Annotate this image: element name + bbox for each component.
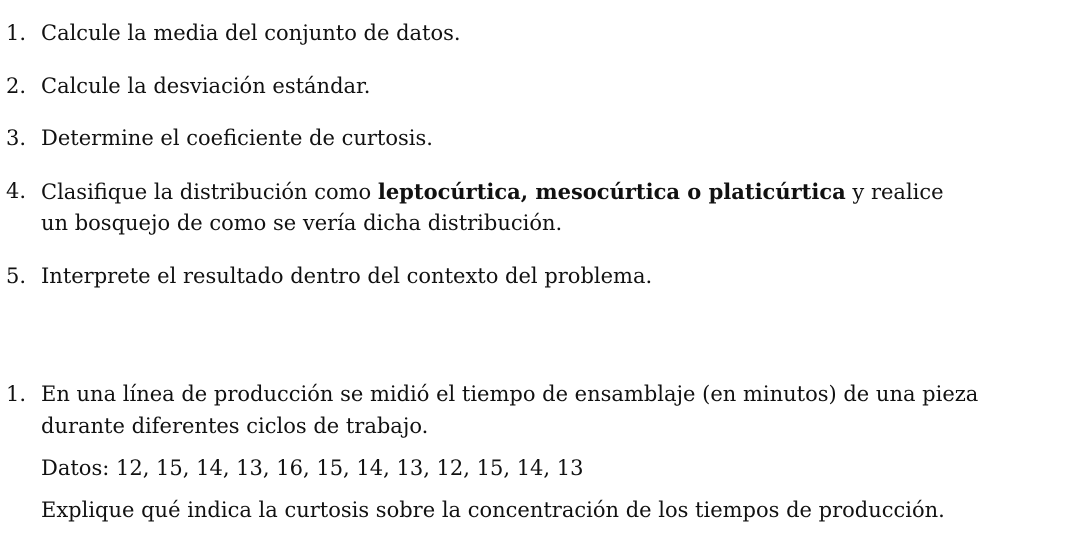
problem-statement-line1: En una línea de producción se midió el tiempo de ensamblaje (en minutos) de una pieza bbox=[41, 382, 979, 406]
item-text: Calcule la desviación estándar. bbox=[41, 74, 371, 98]
item-number: 4. bbox=[6, 179, 27, 203]
item-text-before: Clasifique la distribución como bbox=[41, 180, 378, 204]
item-number: 1. bbox=[6, 21, 27, 45]
item-number: 5. bbox=[6, 264, 27, 288]
item-text-bold: leptocúrtica, mesocúrtica o platicúrtica bbox=[377, 179, 846, 204]
data-values: Datos: 12, 15, 14, 13, 16, 15, 14, 13, 12, 15, 14, 13 bbox=[41, 456, 584, 480]
list-item-4-continuation: un bosquejo de como se vería dicha distribución. bbox=[41, 211, 563, 235]
item-text-after: y realice bbox=[845, 180, 944, 204]
item-number: 2. bbox=[6, 74, 27, 98]
item-number: 3. bbox=[6, 126, 27, 150]
item-text: Calcule la media del conjunto de datos. bbox=[41, 21, 461, 45]
problem-statement-line2: durante diferentes ciclos de trabajo. bbox=[41, 414, 429, 438]
problem-instruction: Explique qué indica la curtosis sobre la concentración de los tiempos de producción. bbox=[41, 498, 945, 522]
item-text: Interprete el resultado dentro del contexto del problema. bbox=[41, 264, 653, 288]
item-text: Determine el coeficiente de curtosis. bbox=[41, 126, 433, 150]
item-text bbox=[41, 175, 944, 209]
item-number: 1. bbox=[6, 382, 27, 406]
